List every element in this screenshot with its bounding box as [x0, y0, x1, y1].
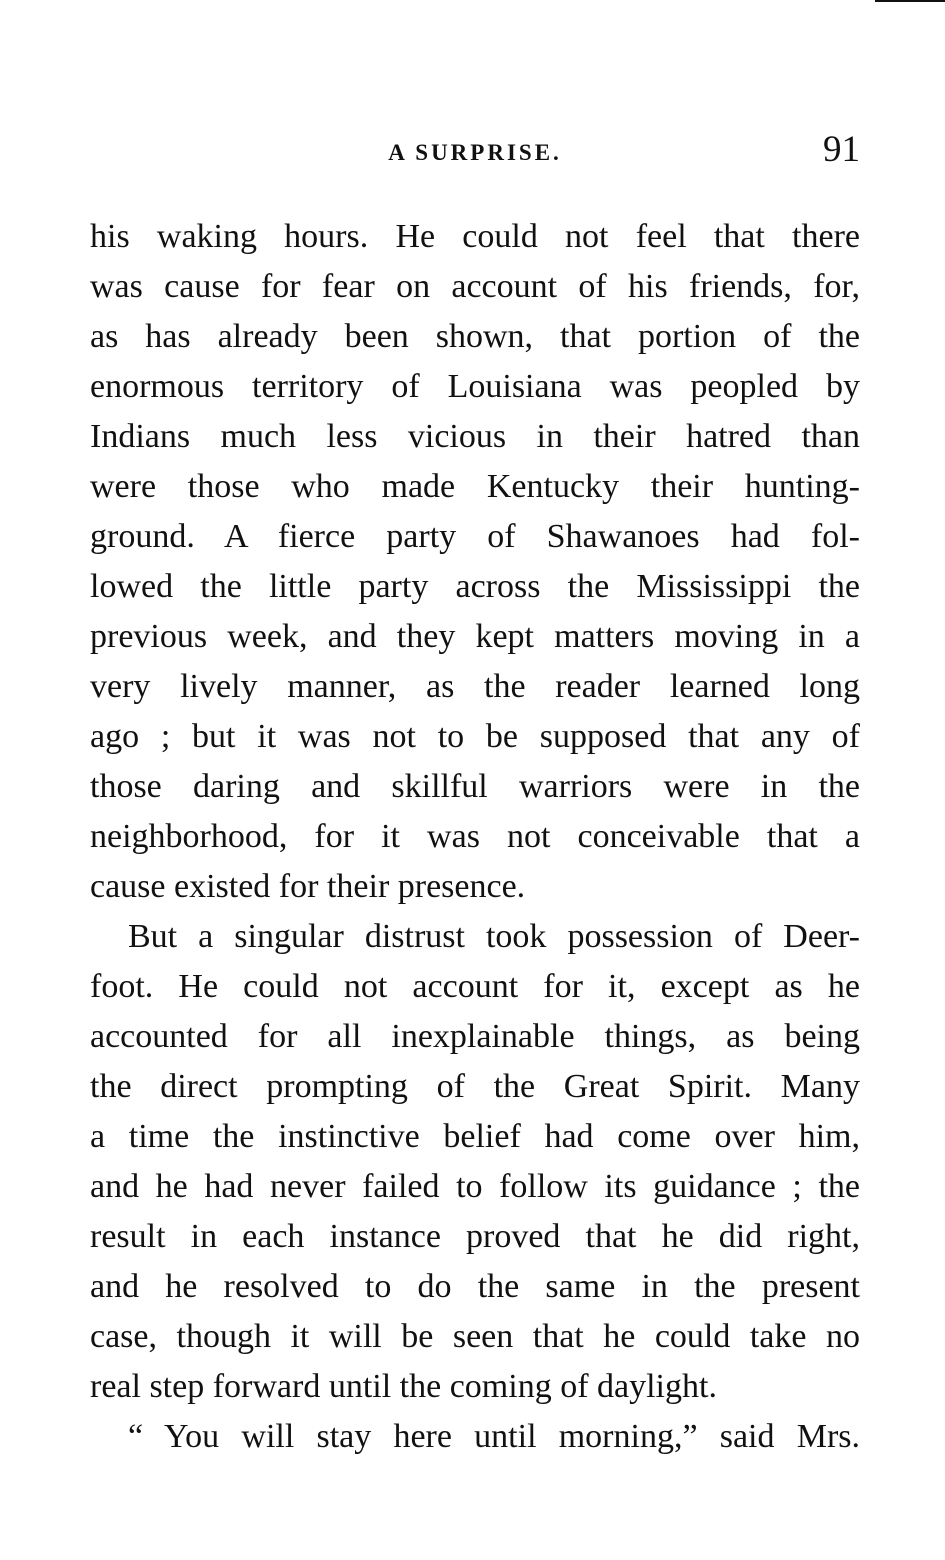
text-line: and he resolved to do the same in the present [90, 1268, 860, 1305]
running-title: A SURPRISE. [388, 140, 562, 165]
text-line: the direct prompting of the Great Spirit. Many [90, 1068, 860, 1105]
paragraph-end-line: cause existed for their presence. [90, 868, 526, 905]
paragraph-start-line: “ You will stay here until morning,” said Mrs. [128, 1418, 860, 1455]
text-line: very lively manner, as the reader learned long [90, 668, 860, 705]
text-line: case, though it will be seen that he could take no [90, 1318, 860, 1355]
page-number: 91 [823, 129, 860, 170]
text-line: ago ; but it was not to be supposed that any of [90, 718, 860, 755]
text-line: were those who made Kentucky their hunting- [90, 468, 860, 505]
text-line: previous week, and they kept matters moving in a [90, 618, 860, 655]
text-line: as has already been shown, that portion of the [90, 318, 860, 355]
text-line: his waking hours. He could not feel that there [90, 218, 860, 255]
text-line: a time the instinctive belief had come over him, [90, 1118, 860, 1155]
text-line: Indians much less vicious in their hatred than [90, 418, 860, 455]
corner-rule [875, 0, 945, 2]
text-line: result in each instance proved that he did right, [90, 1218, 860, 1255]
body-text [90, 212, 860, 1462]
paragraph-start-line: But a singular distrust took possession of Deer- [128, 918, 860, 955]
text-line: those daring and skillful warriors were in the [90, 768, 860, 805]
text-line: was cause for fear on account of his friends, for, [90, 268, 860, 305]
text-line: enormous territory of Louisiana was peopled by [90, 368, 860, 405]
paragraph-end-line: real step forward until the coming of daylight. [90, 1368, 717, 1405]
text-line: lowed the little party across the Mississippi the [90, 568, 860, 605]
text-line: foot. He could not account for it, except as he [90, 968, 860, 1005]
text-line: accounted for all inexplainable things, as being [90, 1018, 860, 1055]
text-line: ground. A fierce party of Shawanoes had fol- [90, 518, 860, 555]
running-head [90, 128, 860, 172]
text-line: neighborhood, for it was not conceivable that a [90, 818, 860, 855]
text-line: and he had never failed to follow its guidance ; the [90, 1168, 860, 1205]
